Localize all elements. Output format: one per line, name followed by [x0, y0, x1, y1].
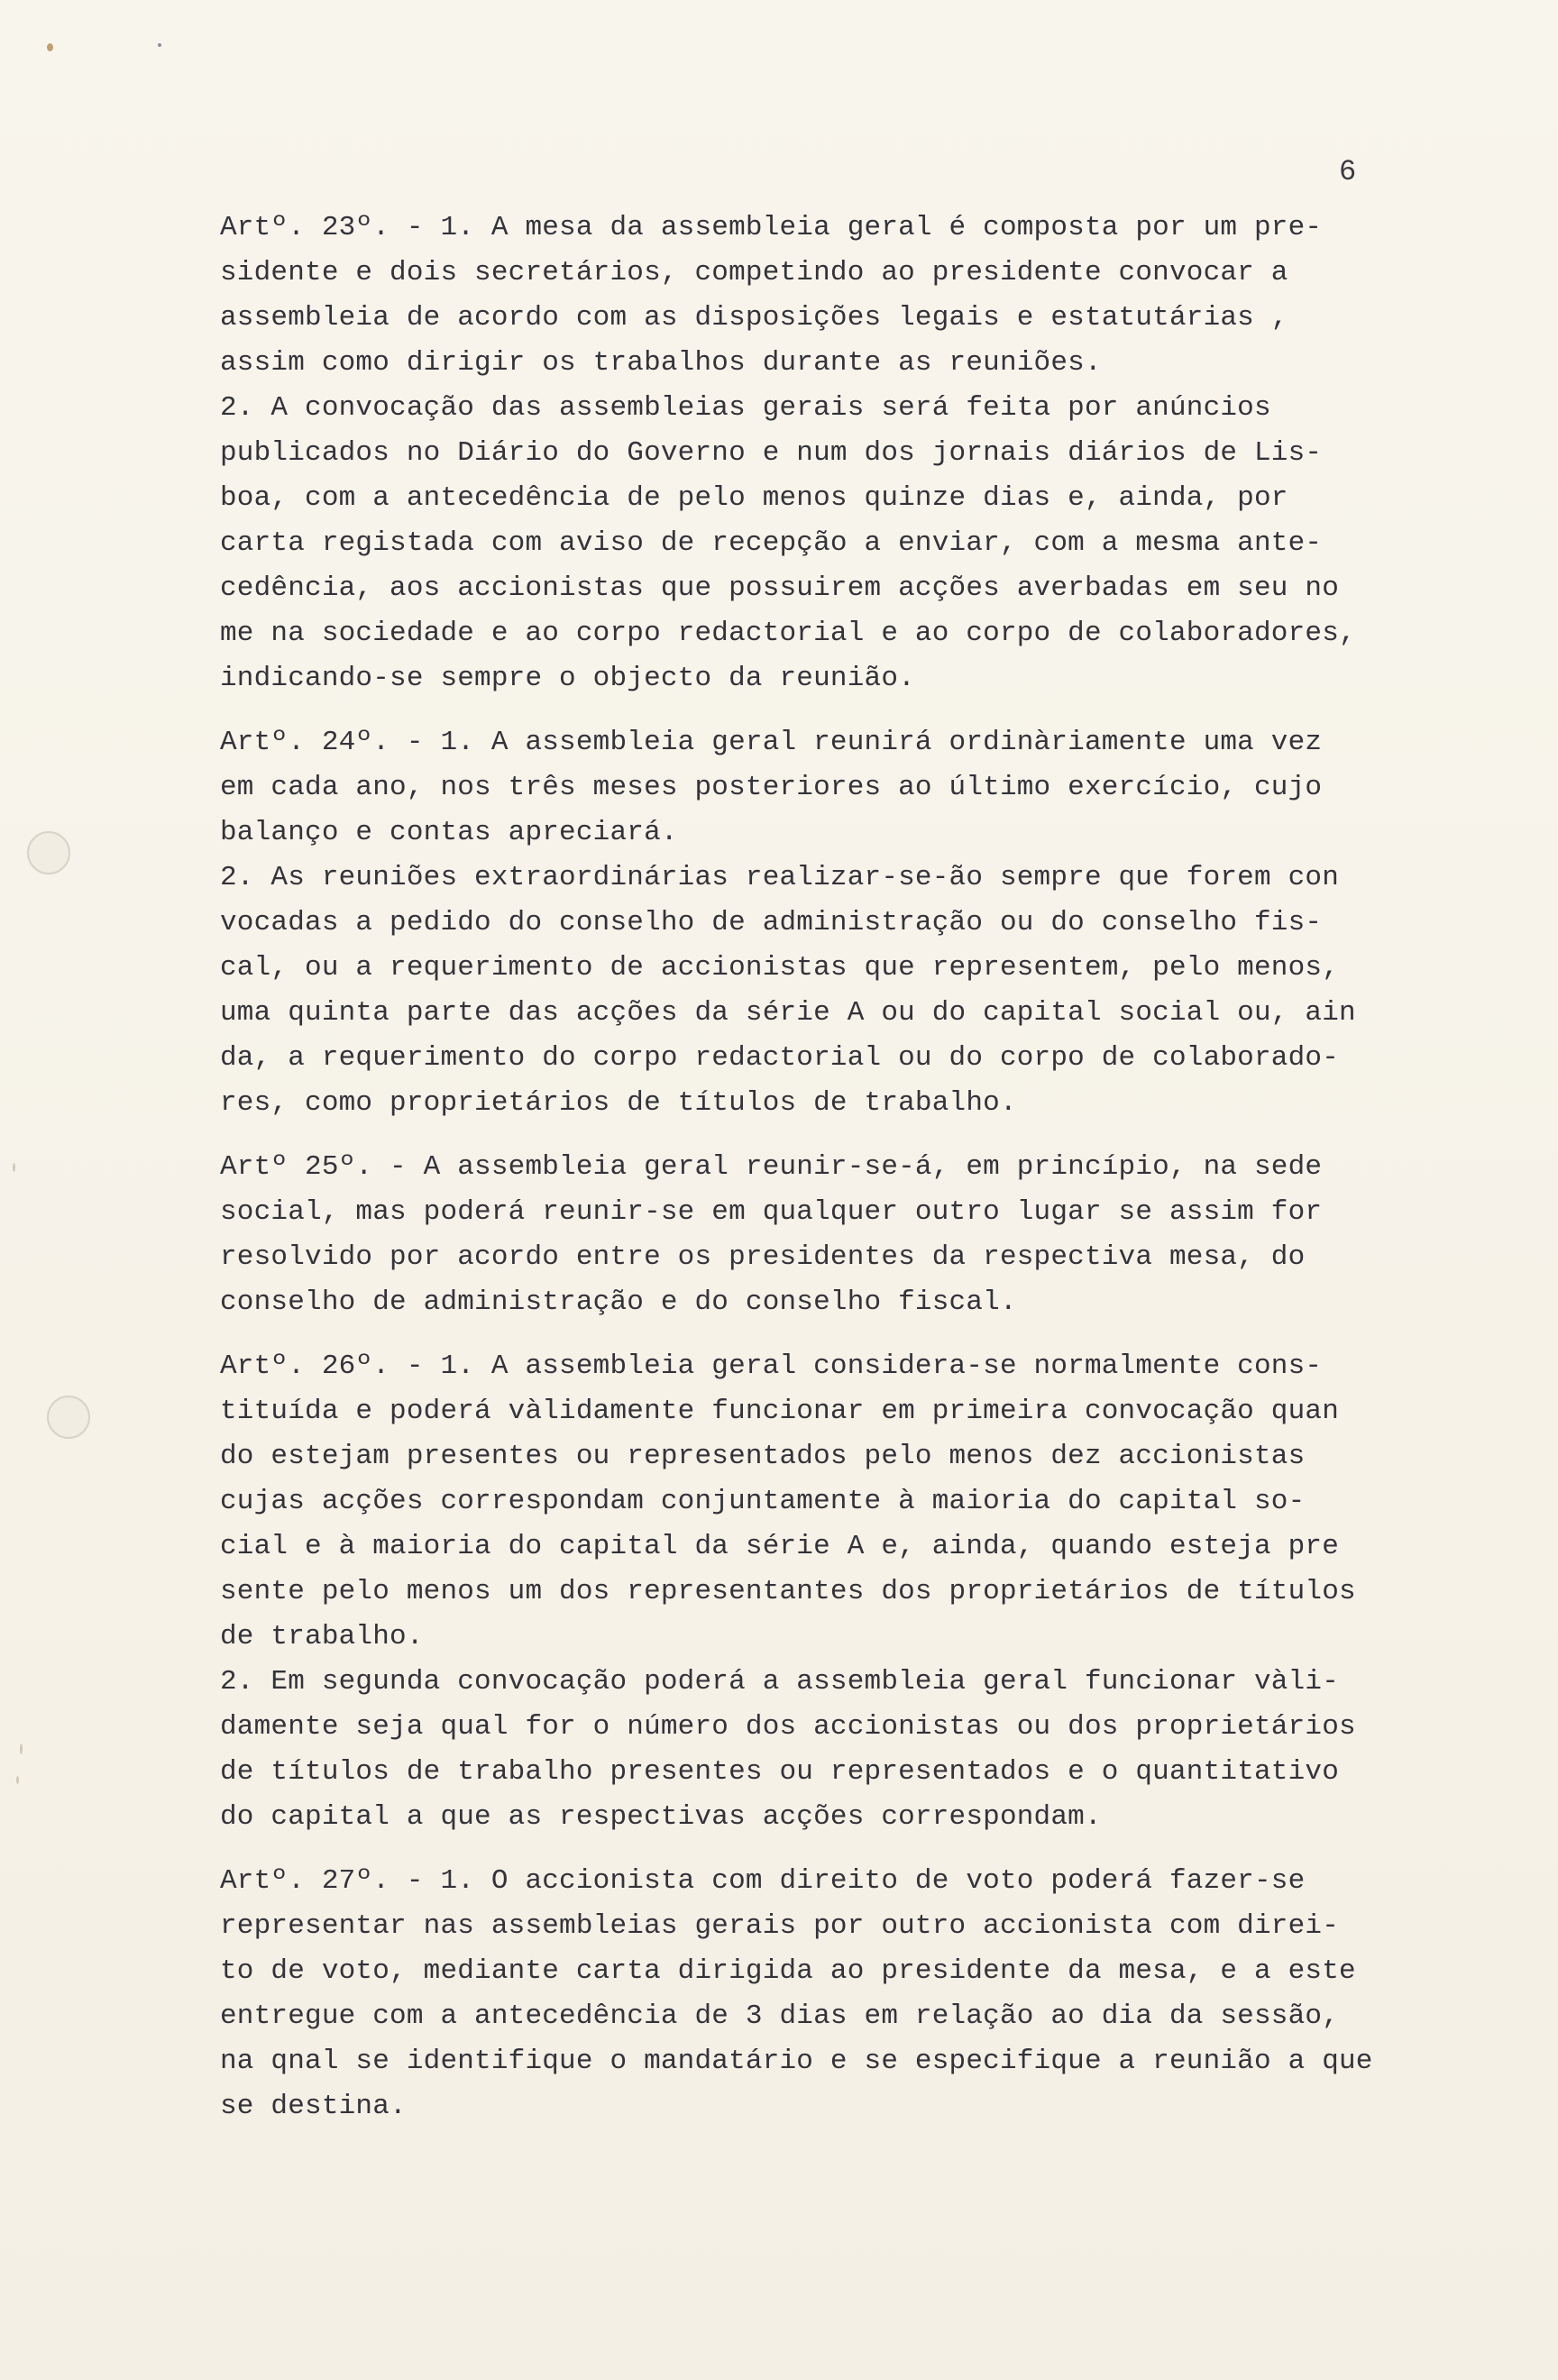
text-line: cial e à maioria do capital da série A e, ainda, quando esteja pre: [220, 1531, 1339, 1562]
document-body: [220, 206, 1500, 2148]
text-line: de títulos de trabalho presentes ou representados e o quantitativo: [220, 1756, 1339, 1788]
text-line: Artº. 23º. - 1. A mesa da assembleia geral é composta por um pre-: [220, 212, 1323, 243]
text-line: Artº. 27º. - 1. O accionista com direito de voto poderá fazer-se: [220, 1865, 1306, 1897]
text-line: se destina.: [220, 2091, 407, 2122]
text-line: Artº. 26º. - 1. A assembleia geral considera-se normalmente cons-: [220, 1350, 1323, 1382]
article-26-paragraph: [220, 1344, 1500, 1840]
text-line: sente pelo menos um dos representantes dos proprietários de títulos: [220, 1576, 1356, 1607]
text-line: uma quinta parte das acções da série A ou do capital social ou, ain: [220, 997, 1356, 1029]
text-line: resolvido por acordo entre os presidentes da respectiva mesa, do: [220, 1241, 1306, 1273]
paper-mark: [16, 1776, 19, 1784]
text-line: 2. As reuniões extraordinárias realizar-se-ão sempre que forem con: [220, 862, 1339, 893]
article-25-paragraph: [220, 1145, 1500, 1325]
text-line: do capital a que as respectivas acções correspondam.: [220, 1801, 1102, 1833]
text-line: na qnal se identifique o mandatário e se especifique a reunião a que: [220, 2046, 1373, 2077]
page-number: 6: [1339, 155, 1357, 188]
text-line: cedência, aos accionistas que possuirem acções averbadas em seu no: [220, 572, 1339, 604]
text-line: carta registada com aviso de recepção a enviar, com a mesma ante-: [220, 527, 1323, 559]
text-line: cal, ou a requerimento de accionistas que representem, pelo menos,: [220, 952, 1339, 984]
text-line: do estejam presentes ou representados pelo menos dez accionistas: [220, 1441, 1306, 1472]
article-27-paragraph: [220, 1859, 1500, 2129]
text-line: 2. Em segunda convocação poderá a assembleia geral funcionar vàli-: [220, 1666, 1339, 1698]
text-line: social, mas poderá reunir-se em qualquer outro lugar se assim for: [220, 1196, 1323, 1228]
text-line: balanço e contas apreciará.: [220, 817, 678, 848]
text-line: damente seja qual for o número dos accionistas ou dos proprietários: [220, 1711, 1356, 1743]
text-line: indicando-se sempre o objecto da reunião.: [220, 663, 915, 694]
text-line: Artº. 24º. - 1. A assembleia geral reunirá ordinàriamente uma vez: [220, 727, 1323, 758]
paper-mark: [13, 1163, 15, 1172]
text-line: boa, com a antecedência de pelo menos quinze dias e, ainda, por: [220, 482, 1288, 514]
text-line: sidente e dois secretários, competindo ao presidente convocar a: [220, 257, 1288, 288]
ink-speck: [158, 43, 161, 47]
text-line: representar nas assembleias gerais por outro accionista com direi-: [220, 1910, 1339, 1942]
paper-mark: [20, 1744, 23, 1754]
text-line: vocadas a pedido do conselho de administração ou do conselho fis-: [220, 907, 1323, 938]
text-line: cujas acções correspondam conjuntamente à maioria do capital so-: [220, 1486, 1306, 1517]
ink-speck: [47, 43, 53, 51]
text-line: publicados no Diário do Governo e num dos jornais diários de Lis-: [220, 437, 1323, 469]
text-line: em cada ano, nos três meses posteriores ao último exercício, cujo: [220, 772, 1323, 803]
text-line: assim como dirigir os trabalhos durante as reuniões.: [220, 347, 1102, 379]
text-line: conselho de administração e do conselho fiscal.: [220, 1286, 1017, 1318]
punch-hole-lower: [47, 1396, 90, 1439]
text-line: assembleia de acordo com as disposições legais e estatutárias ,: [220, 302, 1288, 334]
article-23-paragraph: [220, 206, 1500, 701]
text-line: entregue com a antecedência de 3 dias em relação ao dia da sessão,: [220, 2000, 1339, 2032]
text-line: da, a requerimento do corpo redactorial ou do corpo de colaborado-: [220, 1042, 1339, 1074]
text-line: 2. A convocação das assembleias gerais será feita por anúncios: [220, 392, 1271, 424]
article-24-paragraph: [220, 720, 1500, 1126]
punch-hole-upper: [27, 831, 70, 874]
text-line: res, como proprietários de títulos de trabalho.: [220, 1087, 1017, 1119]
text-line: me na sociedade e ao corpo redactorial e ao corpo de colaboradores,: [220, 618, 1356, 649]
text-line: Artº 25º. - A assembleia geral reunir-se-á, em princípio, na sede: [220, 1151, 1323, 1183]
text-line: to de voto, mediante carta dirigida ao presidente da mesa, e a este: [220, 1955, 1356, 1987]
text-line: tituída e poderá vàlidamente funcionar em primeira convocação quan: [220, 1396, 1339, 1427]
text-line: de trabalho.: [220, 1621, 424, 1652]
